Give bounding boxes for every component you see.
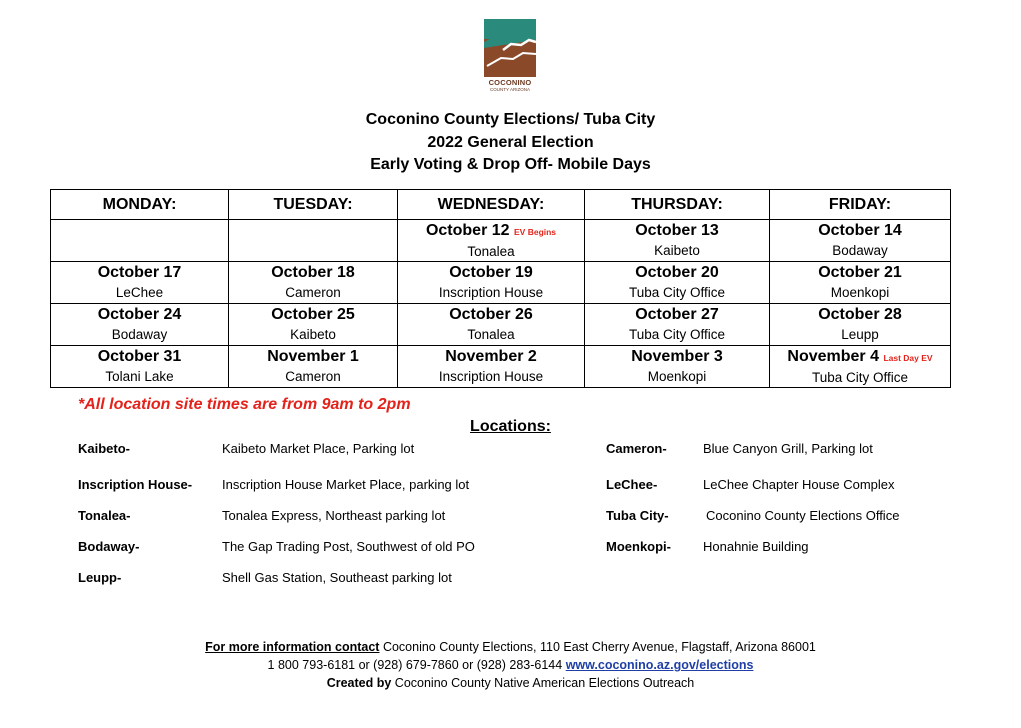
- table-cell-empty: [51, 220, 229, 262]
- mountain-logo-icon: [483, 18, 537, 78]
- contact-text: Coconino County Elections, 110 East Cherry Avenue, Flagstaff, Arizona 86001: [379, 640, 816, 654]
- table-cell: [51, 262, 229, 304]
- footer-phone-line: [0, 656, 1021, 674]
- location-name: Inscription House-: [78, 477, 193, 492]
- cell-date: October 25: [271, 306, 355, 323]
- cell-date: October 28: [818, 306, 902, 323]
- cell-date: November 2: [445, 348, 537, 365]
- cell-date: October 17: [97, 264, 182, 281]
- cell-place: Moenkopi: [830, 285, 890, 300]
- location-name: Leupp-: [78, 570, 122, 585]
- table-cell: [398, 220, 585, 262]
- cell-date: October 13: [635, 222, 719, 239]
- cell-place: Tuba City Office: [628, 285, 726, 300]
- cell-date: November 3: [631, 348, 723, 365]
- location-address: LeChee Chapter House Complex: [703, 477, 895, 492]
- location-address: Honahnie Building: [703, 539, 809, 554]
- cell-date: October 24: [97, 306, 182, 323]
- table-cell: [770, 220, 951, 262]
- table-cell: [770, 346, 951, 388]
- footer-contact-line: [0, 638, 1021, 656]
- cell-date: November 4 Last Day EV: [787, 347, 933, 365]
- location-name: LeChee-: [606, 477, 658, 492]
- location-address: Blue Canyon Grill, Parking lot: [703, 441, 873, 456]
- cell-place: Bodaway: [111, 327, 168, 342]
- logo-name: COCONINO: [488, 78, 532, 87]
- created-text: Coconino County Native American Elections Outreach: [391, 676, 695, 690]
- location-address: Coconino County Elections Office: [706, 508, 900, 523]
- cell-date: October 21: [818, 264, 902, 281]
- cell-place: Cameron: [285, 285, 341, 300]
- table-cell: [229, 262, 398, 304]
- table-cell: [585, 346, 770, 388]
- table-cell: [51, 304, 229, 346]
- table-cell: [398, 304, 585, 346]
- site-times-note: *All location site times are from 9am to 2pm: [78, 396, 411, 413]
- location-name: Moenkopi-: [606, 539, 671, 554]
- title-line-2: 2022 General Election: [427, 133, 594, 151]
- cell-place: Tonalea: [467, 243, 515, 259]
- day-header: MONDAY:: [51, 190, 229, 220]
- title-line-1: Coconino County Elections/ Tuba City: [365, 111, 656, 128]
- logo-subtitle: COUNTY ARIZONA: [490, 87, 530, 92]
- cell-place: Bodaway: [832, 243, 888, 258]
- cell-date: October 31: [97, 348, 182, 365]
- footer-created-line: [0, 674, 1021, 692]
- day-header: TUESDAY:: [229, 190, 398, 220]
- cell-date: October 26: [449, 306, 533, 323]
- table-cell: [585, 220, 770, 262]
- table-cell: [229, 346, 398, 388]
- table-row: [51, 346, 951, 388]
- elections-website-link[interactable]: www.coconino.az.gov/elections: [565, 658, 754, 672]
- cell-date: October 20: [635, 264, 719, 281]
- cell-place: Kaibeto: [290, 327, 336, 342]
- title-line-3: Early Voting & Drop Off- Mobile Days: [370, 156, 651, 173]
- day-header: THURSDAY:: [585, 190, 770, 220]
- cell-place: LeChee: [115, 285, 164, 300]
- location-address: The Gap Trading Post, Southwest of old PO: [222, 539, 475, 554]
- cell-place: Inscription House: [438, 369, 544, 384]
- table-cell: [229, 304, 398, 346]
- table-cell: [585, 262, 770, 304]
- cell-place: Leupp: [841, 327, 879, 342]
- location-address: Shell Gas Station, Southeast parking lot: [222, 570, 452, 585]
- cell-date: October 14: [818, 222, 902, 239]
- table-cell: [51, 346, 229, 388]
- location-address: Tonalea Express, Northeast parking lot: [222, 508, 446, 523]
- locations-heading: Locations:: [470, 418, 551, 435]
- cell-place: Tolani Lake: [105, 369, 174, 384]
- cell-place: Moenkopi: [647, 369, 707, 384]
- location-name: Bodaway-: [78, 539, 140, 554]
- phone-numbers: 1 800 793-6181 or (928) 679-7860 or (928) 283-6144: [267, 658, 566, 672]
- cell-place: Kaibeto: [654, 243, 700, 258]
- cell-place: Inscription House: [438, 285, 544, 300]
- contact-label: For more information contact: [205, 640, 380, 654]
- day-header: FRIDAY:: [770, 190, 951, 220]
- table-cell: [770, 262, 951, 304]
- location-address: Kaibeto Market Place, Parking lot: [222, 441, 415, 456]
- table-cell: [585, 304, 770, 346]
- schedule-table: [50, 189, 951, 388]
- location-name: Kaibeto-: [78, 441, 130, 456]
- county-logo: [483, 18, 537, 94]
- location-name: Tonalea-: [78, 508, 131, 523]
- cell-date: October 27: [635, 306, 719, 323]
- cell-place: Tuba City Office: [628, 327, 726, 342]
- table-row: [51, 220, 951, 262]
- location-name: Cameron-: [606, 441, 667, 456]
- cell-place: Tuba City Office: [811, 369, 909, 385]
- header-row: [51, 190, 951, 220]
- table-cell: [398, 262, 585, 304]
- day-header: WEDNESDAY:: [398, 190, 585, 220]
- created-label: Created by: [326, 676, 392, 690]
- cell-date: November 1: [267, 348, 359, 365]
- table-row: [51, 262, 951, 304]
- document-title: [0, 109, 1021, 177]
- cell-date: October 12 EV Begins: [425, 221, 557, 239]
- footer: [0, 638, 1021, 692]
- table-row: [51, 304, 951, 346]
- location-address: Inscription House Market Place, parking lot: [222, 477, 470, 492]
- table-cell: [770, 304, 951, 346]
- table-cell-empty: [229, 220, 398, 262]
- table-cell: [398, 346, 585, 388]
- ev-begins-note: EV Begins: [514, 226, 557, 237]
- cell-date: October 19: [449, 264, 533, 281]
- location-name: Tuba City-: [606, 508, 669, 523]
- cell-place: Cameron: [285, 369, 341, 384]
- last-day-note: Last Day EV: [883, 352, 933, 363]
- cell-place: Tonalea: [467, 327, 515, 342]
- cell-date: October 18: [271, 264, 355, 281]
